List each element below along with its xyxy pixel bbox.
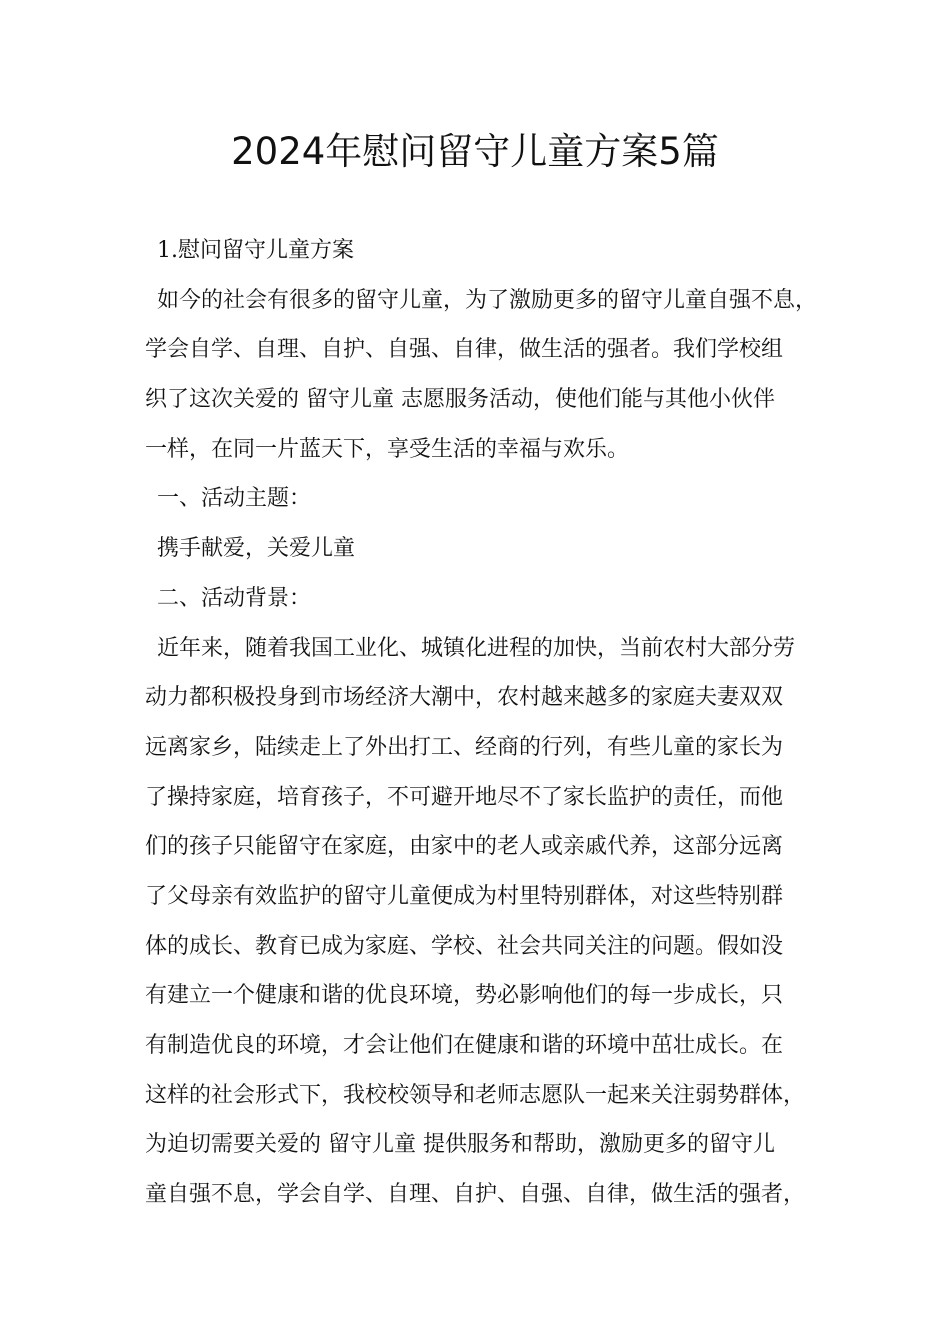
paragraph-line: 远离家乡，陆续走上了外出打工、经商的行列，有些儿童的家长为 — [145, 734, 784, 760]
paragraph-line: 了操持家庭，培育孩子，不可避开地尽不了家长监护的责任，而他 — [145, 784, 784, 810]
paragraph-line: 近年来，随着我国工业化、城镇化进程的加快，当前农村大部分劳 — [157, 635, 796, 661]
paragraph-line: 这样的社会形式下，我校校领导和老师志愿队一起来关注弱势群体， — [145, 1082, 806, 1108]
paragraph-line: 为迫切需要关爱的 留守儿童 提供服务和帮助，激励更多的留守儿 — [145, 1132, 775, 1158]
paragraph-line: 携手献爱，关爱儿童 — [157, 536, 356, 562]
section-heading-1: 1.慰问留守儿童方案 — [157, 238, 354, 263]
subheading-activity-background: 二、活动背景： — [157, 585, 312, 611]
subheading-activity-theme: 一、活动主题： — [157, 486, 312, 512]
paragraph-line: 一样，在同一片蓝天下，享受生活的幸福与欢乐。 — [145, 436, 630, 462]
paragraph-line: 如今的社会有很多的留守儿童，为了激励更多的留守儿童自强不息， — [157, 287, 818, 313]
paragraph-line: 动力都积极投身到市场经济大潮中，农村越来越多的家庭夫妻双双 — [145, 685, 784, 711]
document-title: 2024年慰问留守儿童方案5篇 — [231, 130, 719, 173]
document-body — [145, 226, 825, 1220]
paragraph-line: 织了这次关爱的 留守儿童 志愿服务活动，使他们能与其他小伙伴 — [145, 387, 775, 413]
paragraph-line: 了父母亲有效监护的留守儿童便成为村里特别群体，对这些特别群 — [145, 883, 784, 909]
paragraph-line: 有建立一个健康和谐的优良环境，势必影响他们的每一步成长，只 — [145, 983, 784, 1009]
paragraph-line: 体的成长、教育已成为家庭、学校、社会共同关注的问题。假如没 — [145, 933, 784, 959]
paragraph-line: 童自强不息，学会自学、自理、自护、自强、自律，做生活的强者， — [145, 1182, 806, 1208]
paragraph-line: 有制造优良的环境，才会让他们在健康和谐的环境中茁壮成长。在 — [145, 1033, 784, 1058]
paragraph-line: 学会自学、自理、自护、自强、自律，做生活的强者。我们学校组 — [145, 337, 784, 363]
paragraph-line: 们的孩子只能留守在家庭，由家中的老人或亲戚代养，这部分远离 — [145, 834, 784, 860]
